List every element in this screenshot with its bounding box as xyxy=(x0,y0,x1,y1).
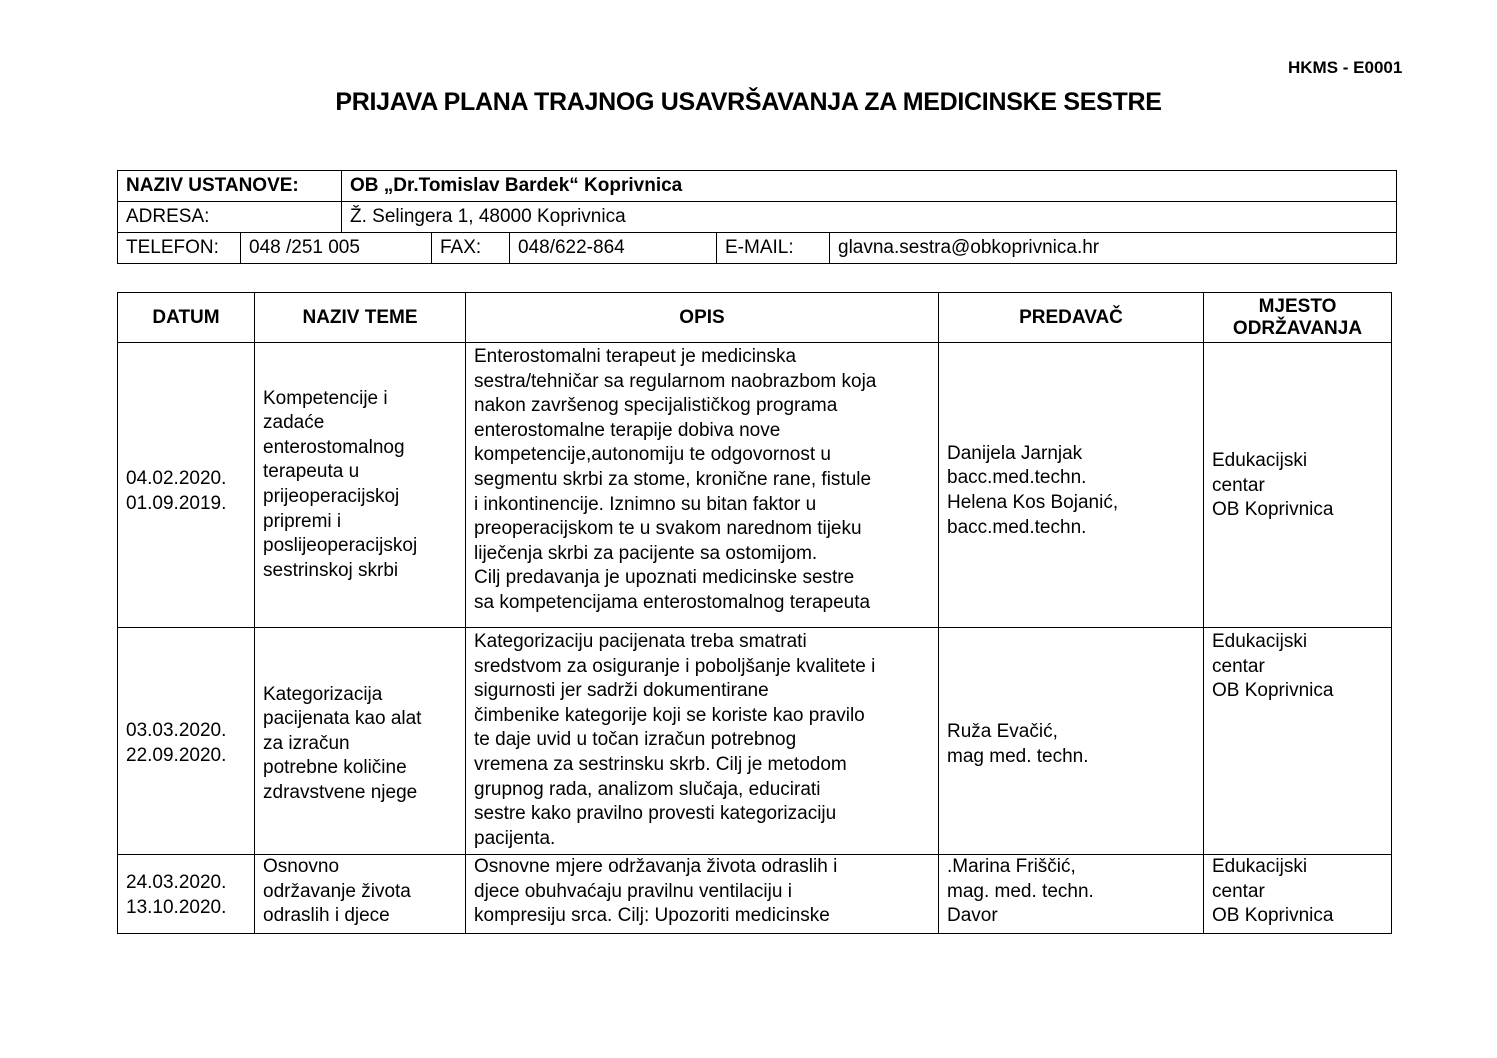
table-row xyxy=(118,855,1392,934)
fax-value: 048/622-864 xyxy=(510,233,717,263)
address-label: ADRESA: xyxy=(118,202,342,233)
page-title: PRIJAVA PLANA TRAJNOG USAVRŠAVANJA ZA MEDICINSKE SESTRE xyxy=(335,88,1162,116)
row-description: Enterostomalni terapeut je medicinska sestra/tehničar sa regularnom naobrazbom koja nakon završenog specijalističkog programa enterostomalne terapije dobiva nove kompetencije,autonomiju te odgovornost u segmentu skrbi za stome, kronične rane, fistule i inkontinencije. Iznimno su bitan faktor u preoperacijskom te u svakom narednom tijeku liječenja skrbi za pacijente sa ostomijom. Cilj predavanja je upoznati medicinske sestre sa kompetencijama enterostomalnog terapeuta xyxy=(474,346,877,613)
row-location: Edukacijski centar OB Koprivnica xyxy=(1212,856,1334,927)
row-description: Osnovne mjere održavanja života odraslih i djece obuhvaćaju pravilnu ventilaciju i kompresiju srca. Cilj: Upozoriti medicinske xyxy=(474,856,838,927)
phone-value: 048 /251 005 xyxy=(241,233,432,263)
header-mjesto: MJESTO ODRŽAVANJA xyxy=(1204,293,1392,343)
row-date: 24.03.2020. 13.10.2020. xyxy=(126,872,227,918)
fax-label: FAX: xyxy=(432,233,510,263)
row-lecturer: Ruža Evačić, mag med. techn. xyxy=(947,721,1089,767)
row-location: Edukacijski centar OB Koprivnica xyxy=(1212,450,1334,521)
address-value: Ž. Selingera 1, 48000 Koprivnica xyxy=(342,202,1397,233)
institution-contact-row xyxy=(118,233,1397,264)
table-row xyxy=(118,343,1392,628)
institution-address-row xyxy=(118,202,1397,233)
phone-label: TELEFON: xyxy=(118,233,241,263)
table-row xyxy=(118,628,1392,855)
row-location: Edukacijski centar OB Koprivnica xyxy=(1212,631,1334,702)
name-label: NAZIV USTANOVE: xyxy=(118,171,342,202)
row-date: 03.03.2020. 22.09.2020. xyxy=(126,720,227,766)
header-opis: OPIS xyxy=(466,293,939,343)
plan-table xyxy=(117,292,1392,934)
email-value: glavna.sestra@obkoprivnica.hr xyxy=(838,237,1100,258)
row-date: 04.02.2020. 01.09.2019. xyxy=(126,468,227,514)
institution-name-row xyxy=(118,171,1397,202)
row-lecturer: Danijela Jarnjak bacc.med.techn. Helena Kos Bojanić, bacc.med.techn. xyxy=(947,442,1119,538)
form-code: HKMS - E0001 xyxy=(1288,58,1403,77)
row-topic: Kompetencije i zadaće enterostomalnog terapeuta u prijeoperacijskoj pripremi i poslijeoperacijskoj sestrinskoj skrbi xyxy=(263,387,418,581)
row-topic: Kategorizacija pacijenata kao alat za izračun potrebne količine zdravstvene njege xyxy=(263,683,422,803)
plan-header-row xyxy=(118,293,1392,343)
row-description: Kategorizaciju pacijenata treba smatrati sredstvom za osiguranje i poboljšanje kvalitete i sigurnosti jer sadrži dokumentirane čimbenike kategorije koji se koriste kao pravilo te daje uvid u točan izračun potrebnog vremena za sestrinsku skrb. Cilj je metodom grupnog rada, analizom slučaja, educirati sestre kako pravilno provesti kategorizaciju pacijenta. xyxy=(474,631,876,849)
header-datum: DATUM xyxy=(118,293,255,343)
email-label: E-MAIL: xyxy=(717,233,830,263)
row-lecturer: .Marina Friščić, mag. med. techn. Davor xyxy=(947,856,1094,927)
name-value: OB „Dr.Tomislav Bardek“ Koprivnica xyxy=(342,171,1397,202)
header-predavac: PREDAVAČ xyxy=(939,293,1204,343)
row-topic: Osnovno održavanje života odraslih i djece xyxy=(263,856,411,927)
header-naziv-teme: NAZIV TEME xyxy=(255,293,466,343)
institution-table xyxy=(117,170,1397,264)
